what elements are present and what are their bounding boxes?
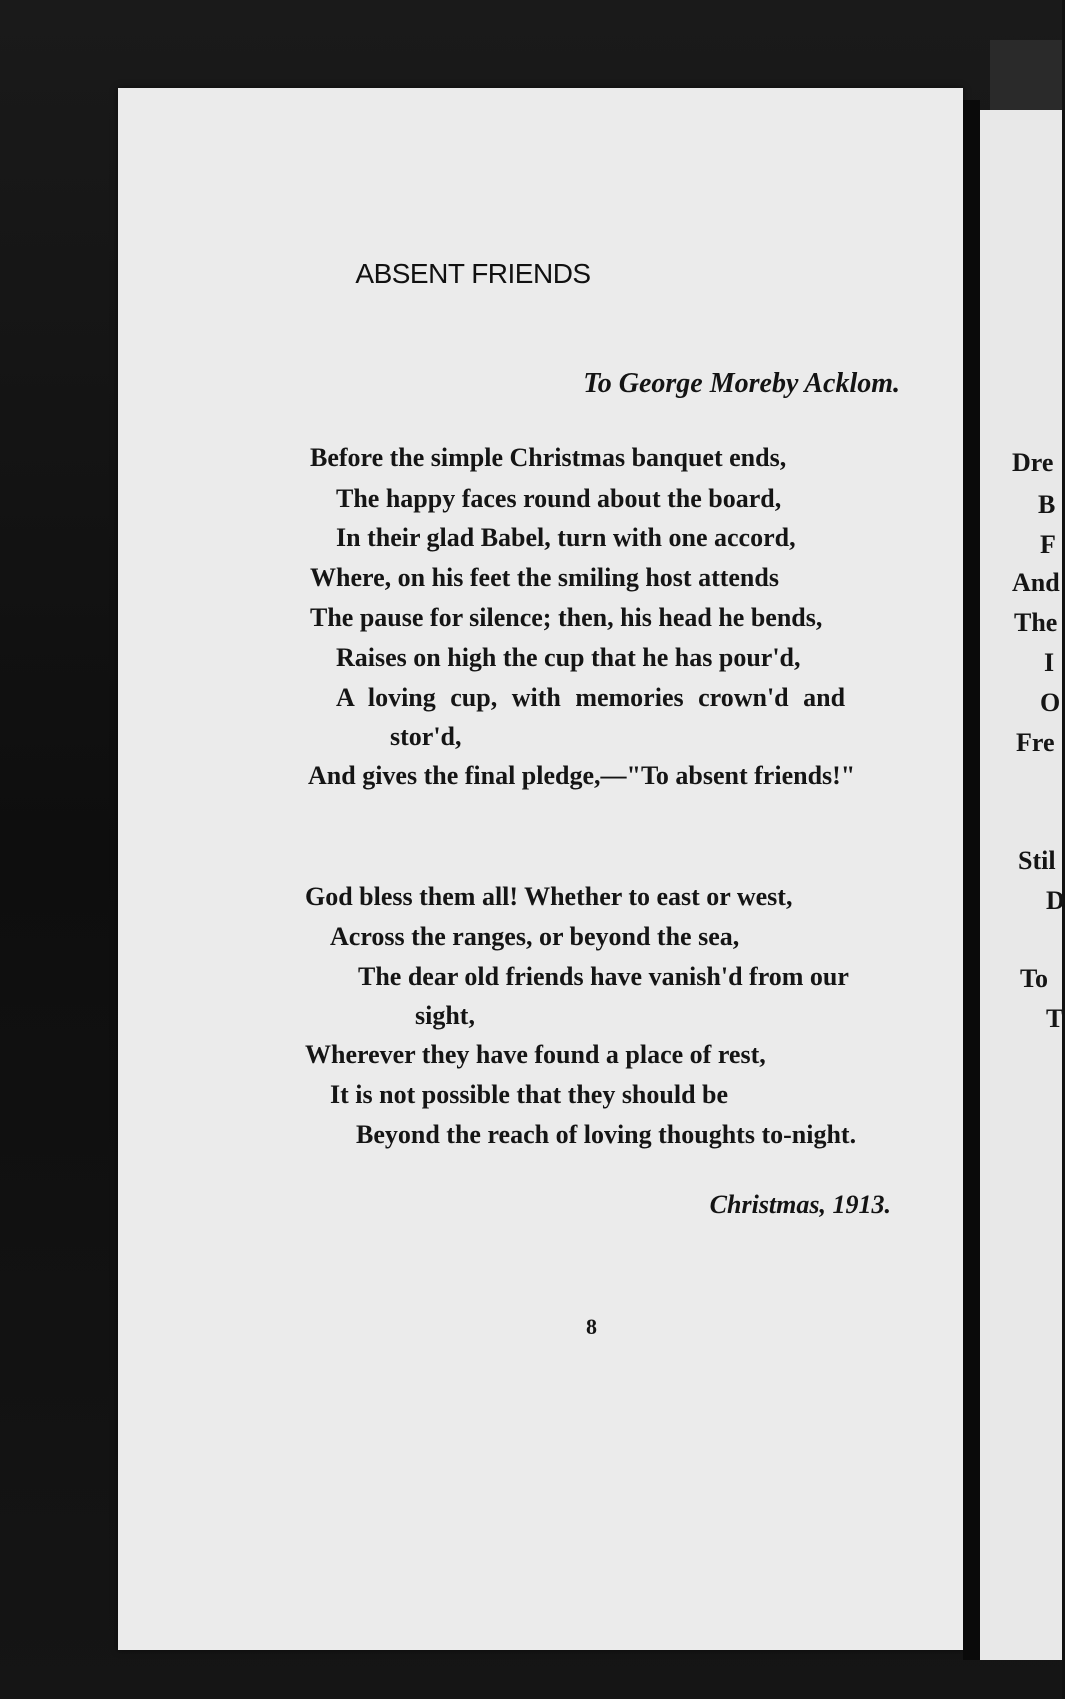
stanza1-line-7: A loving cup, with memories crown'd and — [336, 683, 846, 712]
stanza1-line-9: And gives the final pledge,—"To absent friends!" — [308, 761, 856, 790]
stanza2-line-5: Wherever they have found a place of rest, — [305, 1040, 766, 1069]
stanza1-line-5: The pause for silence; then, his head he bends, — [310, 603, 823, 632]
signoff-date: Christmas, 1913. — [709, 1190, 891, 1219]
right-fragment-4: And — [1012, 568, 1060, 597]
stanza1-line-6: Raises on high the cup that he has pour'd, — [336, 643, 801, 672]
stanza1-line-3: In their glad Babel, turn with one accord, — [336, 523, 796, 552]
left-page — [118, 88, 963, 1650]
right-page — [980, 110, 1062, 1660]
page-number: 8 — [586, 1314, 597, 1339]
stanza2-line-2: Across the ranges, or beyond the sea, — [330, 922, 740, 951]
stanza1-line-8: stor'd, — [390, 722, 462, 751]
right-fragment-6: I — [1044, 648, 1055, 677]
right-fragment-9: Stil — [1018, 846, 1056, 875]
right-fragment-7: O — [1040, 688, 1061, 717]
stanza2-line-1: God bless them all! Whether to east or west, — [305, 882, 793, 911]
right-fragment-5: The — [1014, 608, 1058, 637]
right-fragment-3: F — [1040, 530, 1056, 559]
dedication: To George Moreby Acklom. — [583, 368, 900, 399]
right-fragment-1: Dre — [1012, 448, 1054, 477]
right-fragment-12: T — [1046, 1004, 1064, 1033]
scan-edge-shadow — [990, 40, 1062, 110]
right-fragment-2: B — [1038, 490, 1056, 519]
right-fragment-10: D — [1046, 886, 1065, 915]
right-fragment-11: To — [1020, 964, 1048, 993]
right-fragment-8: Fre — [1016, 728, 1055, 757]
book-gutter — [963, 100, 980, 1660]
stanza2-line-6: It is not possible that they should be — [330, 1080, 729, 1109]
stanza1-line-2: The happy faces round about the board, — [336, 484, 782, 513]
stanza1-line-1: Before the simple Christmas banquet ends, — [310, 443, 787, 472]
stanza2-line-4: sight, — [415, 1001, 475, 1030]
stanza2-line-7: Beyond the reach of loving thoughts to-night. — [356, 1120, 857, 1149]
stanza2-line-3: The dear old friends have vanish'd from our — [358, 962, 849, 991]
poem-title: ABSENT FRIENDS — [355, 258, 591, 289]
stanza1-line-4: Where, on his feet the smiling host attends — [310, 563, 779, 592]
